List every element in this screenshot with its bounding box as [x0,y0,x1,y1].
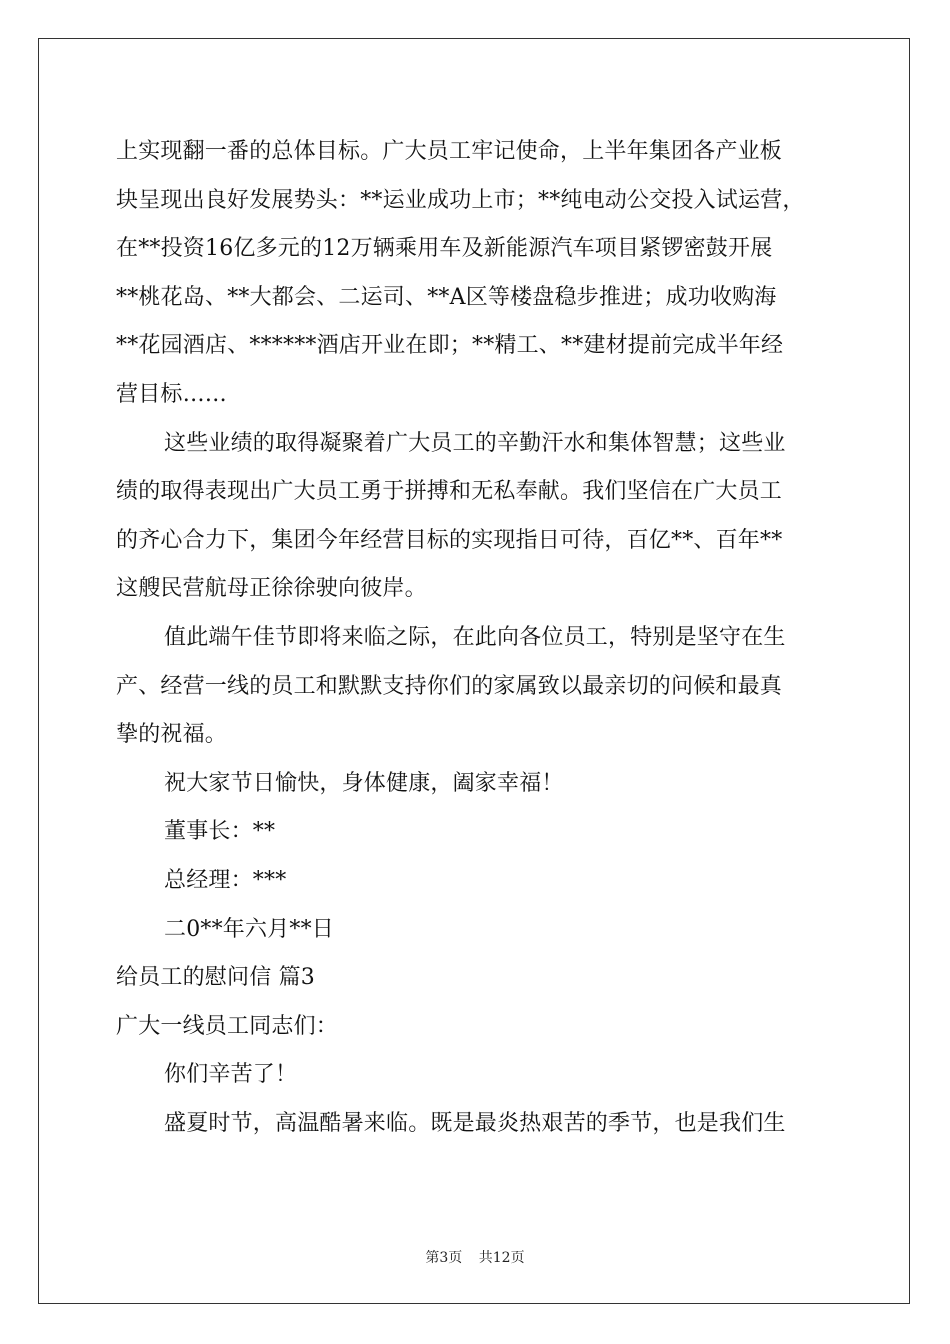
paragraph-start-line: 盛夏时节，高温酷暑来临。既是最炎热艰苦的季节，也是我们生 [164,1110,786,1136]
date-line: 二0**年六月**日 [164,916,334,942]
text-line: 在**投资16亿多元的12万辆乘用车及新能源汽车项目紧锣密鼓开展 [116,236,773,262]
text-line: 挚的祝福。 [116,722,228,748]
total-pages: 共12页 [478,1250,525,1266]
text-line: **桃花岛、**大都会、二运司、**A区等楼盘稳步推进；成功收购海 [116,284,777,310]
text-line: 营目标…… [116,381,228,407]
text-line: 这艘民营航母正徐徐驶向彼岸。 [116,576,427,602]
paragraph-start-line: 值此端午佳节即将来临之际，在此向各位员工，特别是坚守在生 [164,624,786,650]
page-number: 第3页 [425,1250,463,1266]
salutation-line: 广大一线员工同志们： [116,1013,339,1039]
document-body [116,128,836,1148]
text-line: 产、经营一线的员工和默默支持你们的家属致以最亲切的问候和最真 [116,673,783,699]
section-heading: 给员工的慰问信 篇3 [116,965,315,991]
text-line: **花园酒店、******酒店开业在即；**精工、**建材提前完成半年经 [116,333,784,359]
paragraph-start-line: 这些业绩的取得凝聚着广大员工的辛勤汗水和集体智慧；这些业 [164,430,786,456]
greeting-line: 祝大家节日愉快，身体健康，阖家幸福！ [164,770,564,796]
page-footer [0,1248,950,1268]
text-line: 的齐心合力下，集团今年经营目标的实现指日可待，百亿**、百年** [116,527,783,553]
text-line: 上实现翻一番的总体目标。广大员工牢记使命，上半年集团各产业板 [116,139,783,164]
opening-line: 你们辛苦了！ [164,1062,298,1088]
manager-signature: 总经理：*** [164,867,287,893]
text-line: 绩的取得表现出广大员工勇于拼搏和无私奉献。我们坚信在广大员工 [116,479,783,505]
chairman-signature: 董事长：** [164,819,276,845]
text-line: 块呈现出良好发展势头：**运业成功上市；**纯电动公交投入试运营， [116,187,805,213]
